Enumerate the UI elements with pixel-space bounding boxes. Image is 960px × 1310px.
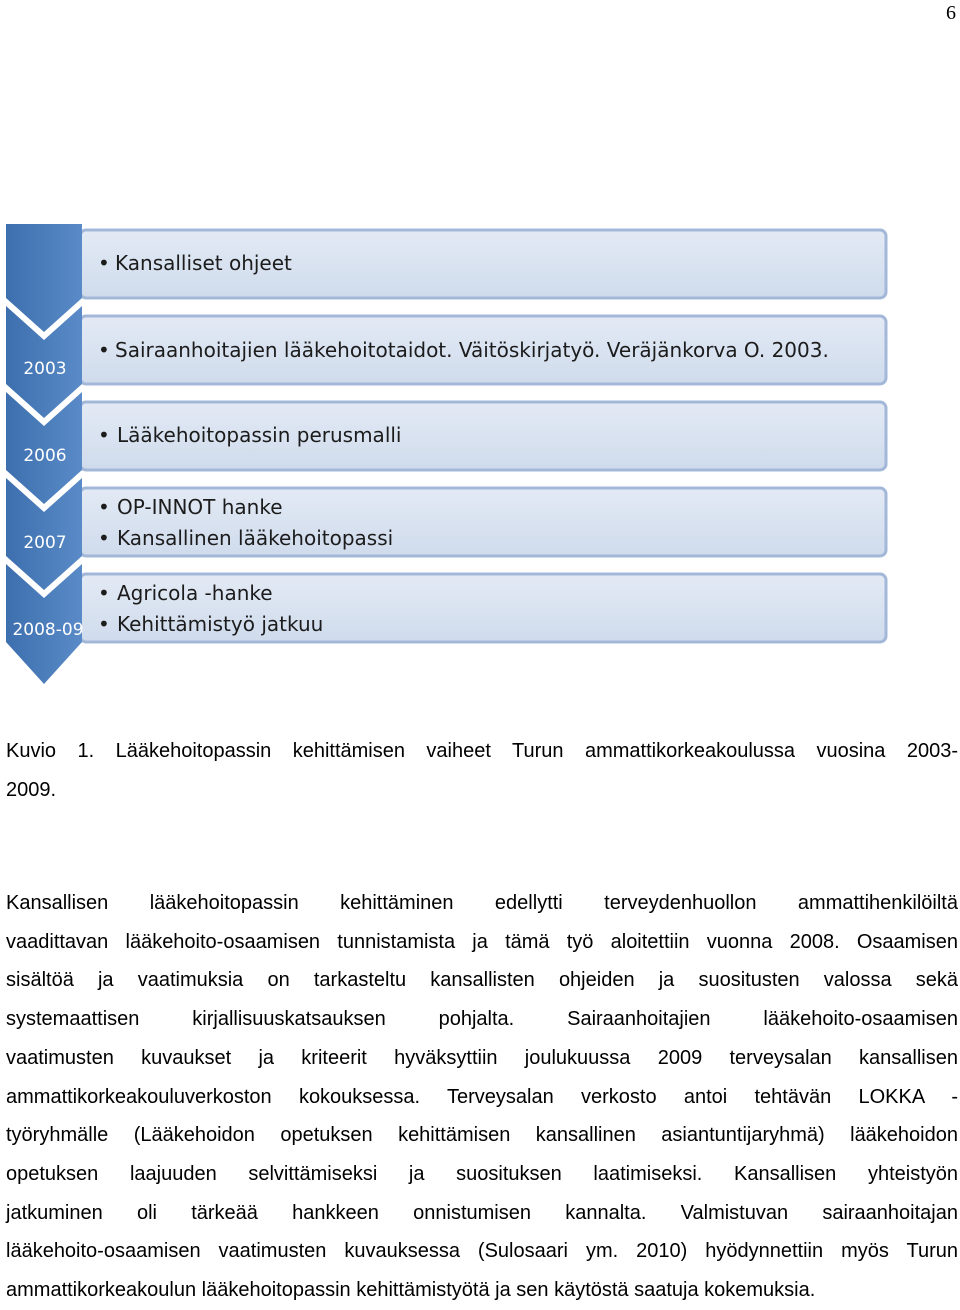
bullet-dot: • (98, 581, 110, 605)
paragraph-line: opetuksen laajuuden selvittämiseksi ja suosituksen laatimiseksi. Kansallisen yhteistyön (6, 1162, 958, 1185)
paragraph-line: työryhmälle (Lääkehoidon opetuksen kehittämisen kansallinen asiantuntijaryhmä) lääkehoidon (6, 1124, 958, 1147)
year-label-2007: 2007 (23, 533, 67, 553)
bullet-dot: • (98, 495, 110, 519)
bullet-text: Sairaanhoitajien lääkehoitotaidot. Väitöskirjatyö. Veräjänkorva O. 2003. (115, 338, 829, 362)
bullet-dot: • (98, 423, 110, 447)
bullet-text: OP-INNOT hanke (117, 495, 283, 519)
year-label-2008-09: 2008-09 (12, 620, 84, 640)
timeline-chevron-1 (6, 224, 82, 332)
figure-caption-line-1: Kuvio 1. Lääkehoitopassin kehittämisen vaiheet Turun ammattikorkeakoulussa vuosina 2003- (6, 740, 958, 762)
bullet-dot: • (98, 251, 110, 275)
paragraph-line: systemaattisen kirjallisuuskatsauksen pohjalta. Sairaanhoitajien lääkehoito-osaamisen (6, 1008, 958, 1031)
paragraph-line: lääkehoito-osaamisen vaatimusten kuvauksessa (Sulosaari ym. 2010) hyödynnettiin myös Turun (6, 1240, 958, 1263)
bullet-dot: • (98, 338, 110, 362)
bullet-dot: • (98, 612, 110, 636)
paragraph-line: Kansallisen lääkehoitopassin kehittäminen edellytti terveydenhuollon ammattihenkilöiltä (6, 892, 958, 914)
page-number: 6 (946, 2, 956, 24)
paragraph-line: vaadittavan lääkehoito-osaamisen tunnistamista ja tämä työ aloitettiin vuonna 2008. Osaamisen (6, 930, 958, 953)
bullet-text: Kehittämistyö jatkuu (117, 612, 324, 636)
year-label-2003: 2003 (23, 359, 67, 379)
paragraph-line: vaatimusten kuvaukset ja kriteerit hyväksyttiin joulukuussa 2009 terveysalan kansallisen (6, 1046, 958, 1069)
bullet-text: Agricola -hanke (117, 581, 273, 605)
paragraph-line: ammattikorkeakouluverkoston kokouksessa. Terveysalan verkosto antoi tehtävän LOKKA - (6, 1085, 958, 1108)
bullet-text: Kansalliset ohjeet (115, 251, 292, 275)
bullet-text: Kansallinen lääkehoitopassi (117, 526, 394, 550)
timeline-diagram (0, 222, 900, 692)
year-label-2006: 2006 (23, 446, 67, 466)
paragraph-line: sisältöä ja vaatimuksia on tarkasteltu kansallisten ohjeiden ja suositusten valossa sekä (6, 969, 958, 992)
bullet-text: Lääkehoitopassin perusmalli (117, 423, 402, 447)
paragraph-line: jatkuminen oli tärkeää hankkeen onnistumisen kannalta. Valmistuvan sairaanhoitajan (6, 1201, 958, 1224)
paragraph-line: ammattikorkeakoulun lääkehoitopassin kehittämistyötä ja sen käytöstä saatuja kokemuksia. (6, 1279, 816, 1301)
figure-caption-line-2: 2009. (6, 779, 57, 801)
bullet-dot: • (98, 526, 110, 550)
